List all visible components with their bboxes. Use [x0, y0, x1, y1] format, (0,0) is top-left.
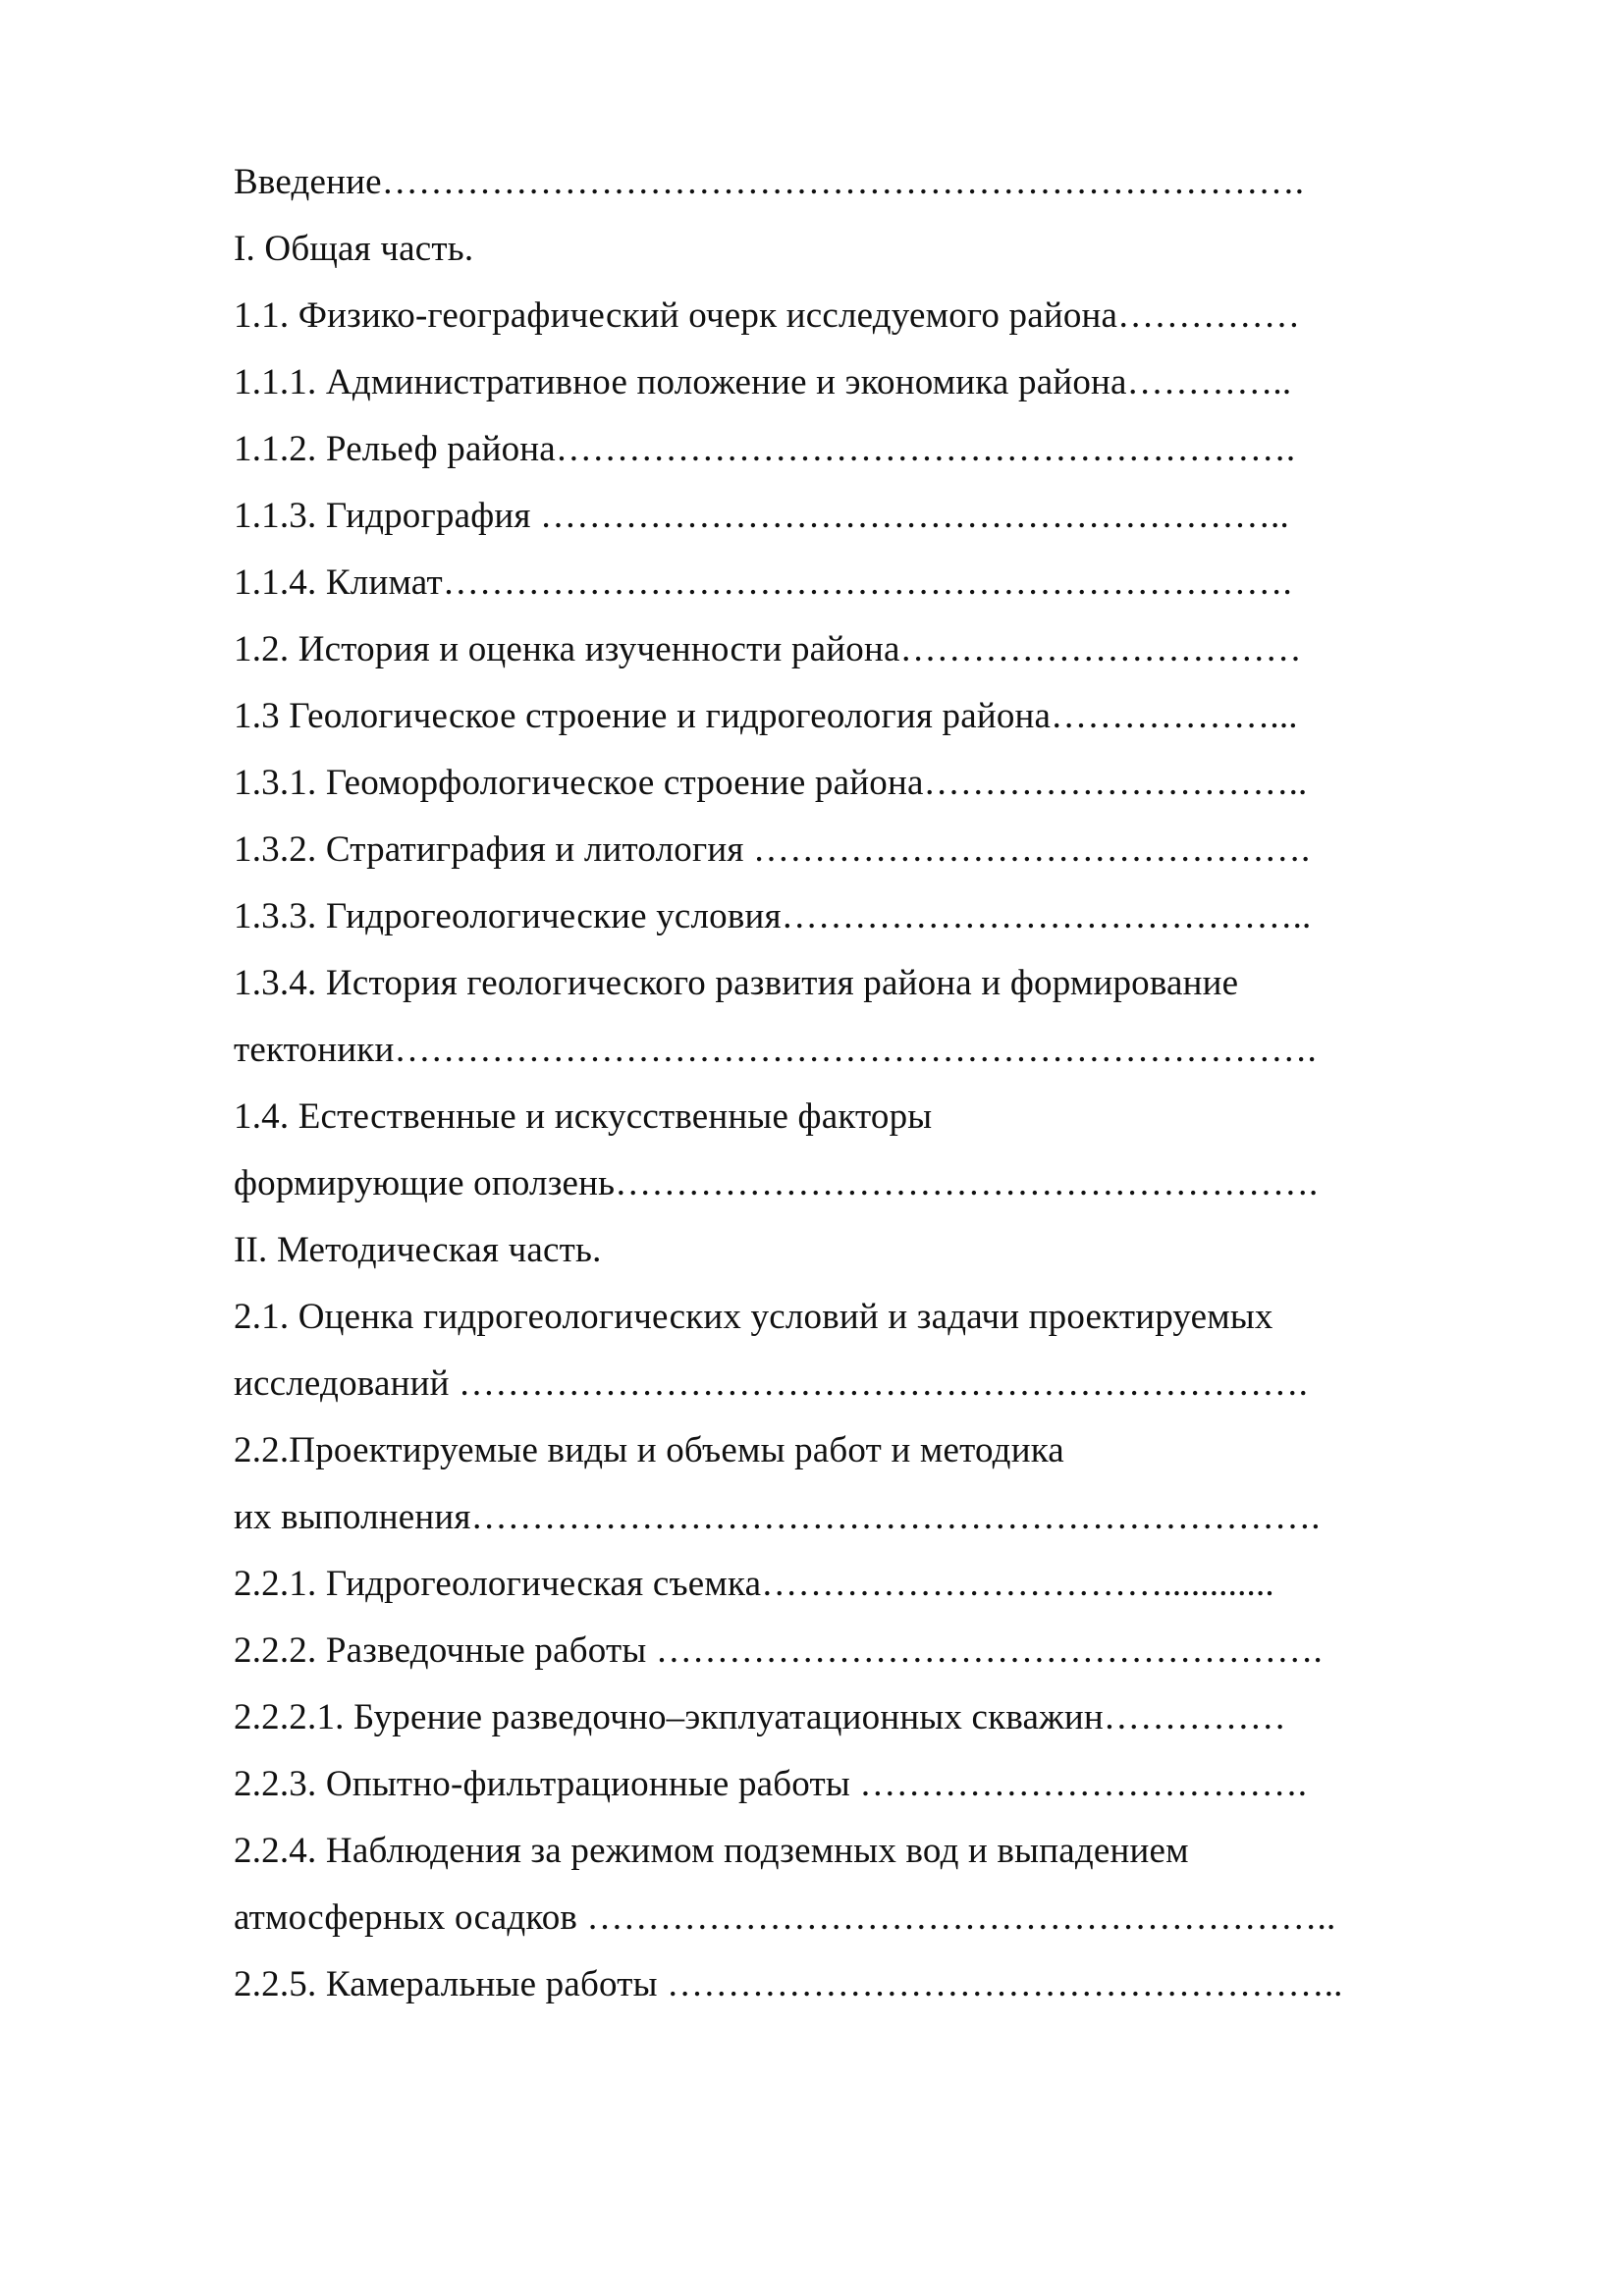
- toc-line-part-2-heading: II. Методическая часть.: [234, 1230, 602, 1270]
- toc-line-2-1: 2.1. Оценка гидрогеологических условий и задачи проектируемых: [234, 1297, 1273, 1337]
- toc-line-introduction: Введение………………………………………………………………….: [234, 162, 1305, 202]
- toc-line-1-3-2: 1.3.2. Стратиграфия и литология ……………………………………….: [234, 829, 1311, 870]
- toc-line-2-2-5: 2.2.5. Камеральные работы ………………………………………………..: [234, 1964, 1343, 2004]
- toc-line-1-3-1: 1.3.1. Геоморфологическое строение района…………………………..: [234, 763, 1308, 803]
- toc-line-1-3-4-cont: тектоники………………………………………………………………….: [234, 1030, 1317, 1070]
- toc-line-2-2-3: 2.2.3. Опытно-фильтрационные работы ……………………………….: [234, 1764, 1308, 1804]
- toc-line-1-4-cont: формирующие оползень………………………………………………….: [234, 1163, 1319, 1203]
- toc-line-1-1: 1.1. Физико-географический очерк исследуемого района……………: [234, 295, 1301, 336]
- toc-line-2-1-cont: исследований …………………………………………………………….: [234, 1363, 1309, 1404]
- toc-line-2-2-2-1: 2.2.2.1. Бурение разведочно–экплуатационных скважин……………: [234, 1697, 1286, 1737]
- toc-line-2-2-cont: их выполнения…………………………………………………………….: [234, 1497, 1321, 1537]
- toc-line-2-2-4-cont: атмосферных осадков ……………………………………………………..: [234, 1897, 1336, 1938]
- toc-line-2-2-4: 2.2.4. Наблюдения за режимом подземных вод и выпадением: [234, 1831, 1189, 1871]
- toc-line-2-2-1: 2.2.1. Гидрогеологическая съемка……………………………............: [234, 1564, 1274, 1604]
- toc-line-1-3-4: 1.3.4. История геологического развития района и формирование: [234, 963, 1239, 1003]
- toc-line-part-1-heading: I. Общая часть.: [234, 229, 474, 269]
- toc-line-1-4: 1.4. Естественные и искусственные факторы: [234, 1096, 933, 1137]
- table-of-contents: [234, 149, 1461, 2018]
- toc-line-1-1-4: 1.1.4. Климат…………………………………………………………….: [234, 562, 1292, 603]
- toc-line-1-1-2: 1.1.2. Рельеф района…………………………………………………….: [234, 429, 1296, 469]
- toc-line-2-2-2: 2.2.2. Разведочные работы ……………………………………………….: [234, 1630, 1323, 1671]
- toc-line-1-3-3: 1.3.3. Гидрогеологические условия……………………………………..: [234, 896, 1312, 936]
- toc-line-1-2: 1.2. История и оценка изученности района……………………………: [234, 629, 1302, 669]
- toc-line-1-1-3: 1.1.3. Гидрография ……………………………………………………..: [234, 496, 1289, 536]
- toc-line-1-1-1: 1.1.1. Административное положение и экономика района…………..: [234, 362, 1292, 402]
- toc-line-1-3: 1.3 Геологическое строение и гидрогеология района………………...: [234, 696, 1298, 736]
- toc-line-2-2: 2.2.Проектируемые виды и объемы работ и методика: [234, 1430, 1064, 1470]
